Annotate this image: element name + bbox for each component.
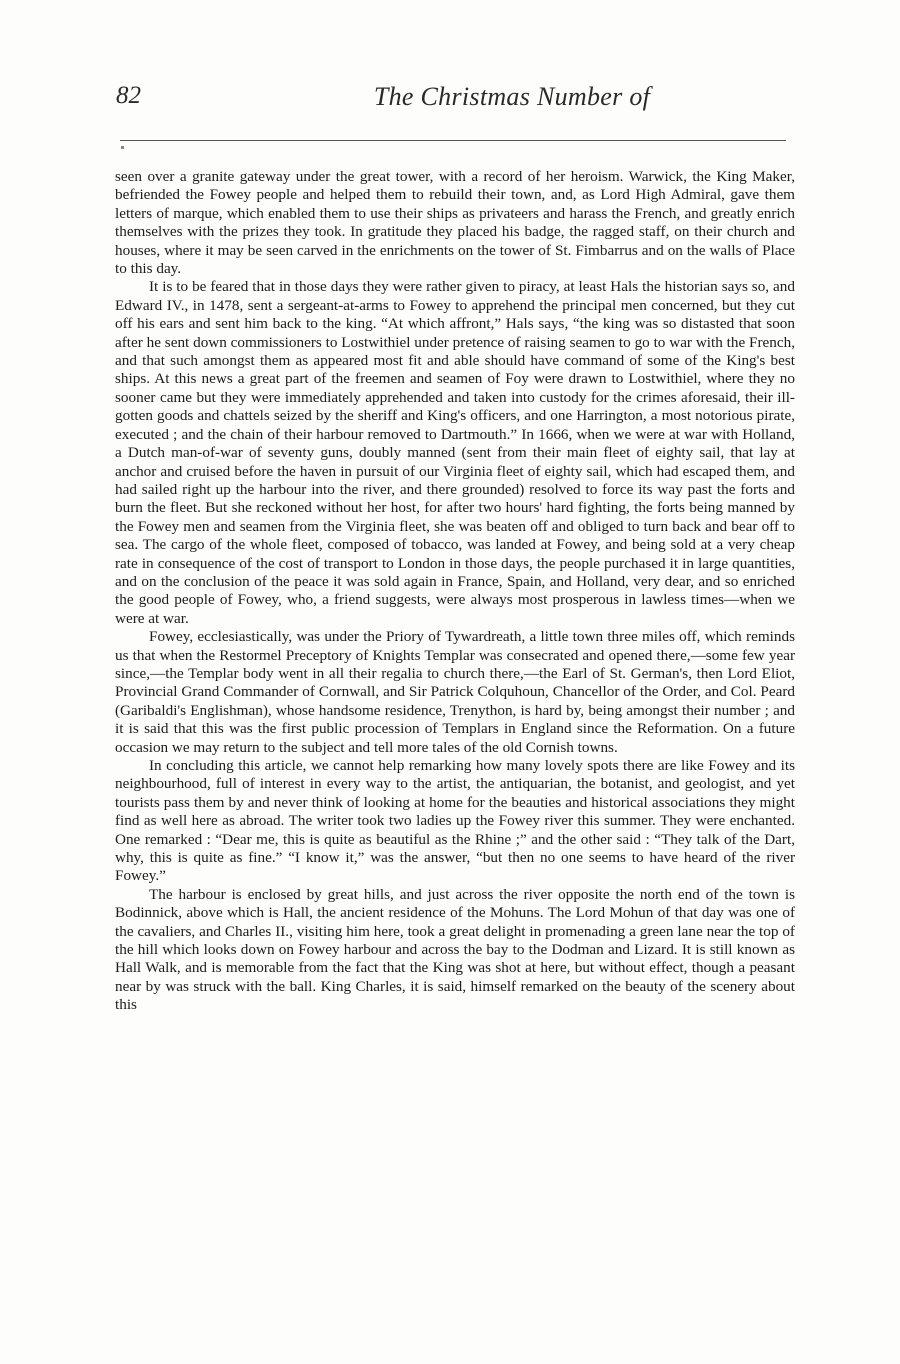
header-rule: [120, 140, 786, 141]
article-body: [115, 168, 795, 1015]
page-header: [112, 82, 792, 122]
paragraph-continued: seen over a granite gateway under the great tower, with a record of her heroism. Warwick, the King Maker, befriended the Fowey people and helped them to rebuild their town, and, as Lord High Admiral, gave them letters of marque, which enabled them to use their ships as privateers and harass the French, and greatly enrich themselves with the prizes they took. In gratitude they placed his badge, the ragged staff, on their church and houses, where it may be seen carved in the enrichments on the tower of St. Fimbarrus and on the walls of Place to this day.: [115, 168, 795, 278]
page-number: 82: [116, 82, 141, 109]
paragraph-harbour: The harbour is enclosed by great hills, and just across the river opposite the north end of the town is Bodinnick, above which is Hall, the ancient residence of the Mohuns. The Lord Mohun of that day was one of the cavaliers, and Charles II., visiting him here, took a great delight in promenading a green lane near the top of the hill which looks down on Fowey harbour and across the bay to the Dodman and Lizard. It is still known as Hall Walk, and is memorable from the fact that the King was shot at here, but without effect, though a peasant near by was struck with the ball. King Charles, it is said, himself remarked on the beauty of the scenery about this: [115, 885, 795, 1014]
running-title: The Christmas Number of: [373, 82, 651, 111]
rule-mark: [121, 146, 124, 149]
paragraph-ecclesiastical: Fowey, ecclesiastically, was under the Priory of Tywardreath, a little town three miles off, which reminds us that when the Restormel Preceptory of Knights Templar was consecrated and opened there,—some few year since,—the Templar body went in all their regalia to church there,—the Earl of St. German's, then Lord Eliot, Provincial Grand Commander of Cornwall, and Sir Patrick Colquhoun, Chancellor of the Order, and Col. Peard (Garibaldi's Englishman), whose handsome residence, Trenython, is hard by, being amongst their number ; and it is said that this was the first public procession of Templars in England since the Reformation. On a future occasion we may return to the subject and tell more tales of the old Cornish towns.: [115, 628, 795, 756]
paragraph-conclusion: In concluding this article, we cannot help remarking how many lovely spots there are like Fowey and its neighbourhood, full of interest in every way to the artist, the antiquarian, the botanist, and geologist, and yet tourists pass them by and never think of looking at home for the beauties and historical associations they might find as well here as abroad. The writer took two ladies up the Fowey river this summer. They were enchanted. One remarked : “Dear me, this is quite as beautiful as the Rhine ;” and the other said : “They talk of the Dart, why, this is quite as fine.” “I know it,” was the answer, “but then no one seems to have heard of the river Fowey.”: [115, 757, 795, 885]
paragraph-piracy: It is to be feared that in those days they were rather given to piracy, at least Hals the historian says so, and Edward IV., in 1478, sent a sergeant-at-arms to Fowey to apprehend the principal men concerned, but they cut off his ears and sent him back to the king. “At which affront,” Hals says, “the king was so distasted that soon after he sent down commissioners to Lostwithiel under pretence of raising seamen to go to war with the French, and that such amongst them as appeared most fit and able should have command of some of the King's best ships. At this news a great part of the freemen and seamen of Foy were drawn to Lostwithiel, where they no sooner came but they were immediately apprehended and taken into custody for the crimes aforesaid, their ill-gotten goods and chattels seized by the sheriff and King's officers, and one Harrington, a most notorious pirate, executed ; and the chain of their harbour removed to Dartmouth.” In 1666, when we were at war with Holland, a Dutch man-of-war of seventy guns, doubly manned (sent from their main fleet of eighty sail, that lay at anchor and cruised before the haven in pursuit of our Virginia fleet of eighty sail, which had escaped them, and had sailed right up the harbour into the river, and there grounded) resolved to force its way past the forts and burn the fleet. But she reckoned without her host, for after two hours' hard fighting, the forts being manned by the Fowey men and seamen from the Virginia fleet, she was beaten off and obliged to turn back and bear off to sea. The cargo of the whole fleet, composed of tobacco, was landed at Fowey, and being sold at a very cheap rate in consequence of the cost of transport to London in those days, the people purchased it in large quantities, and on the conclusion of the peace it was sold again in France, Spain, and Holland, very dear, and so enriched the good people of Fowey, who, a friend suggests, were always most prosperous in lawless times—when we were at war.: [115, 278, 795, 627]
